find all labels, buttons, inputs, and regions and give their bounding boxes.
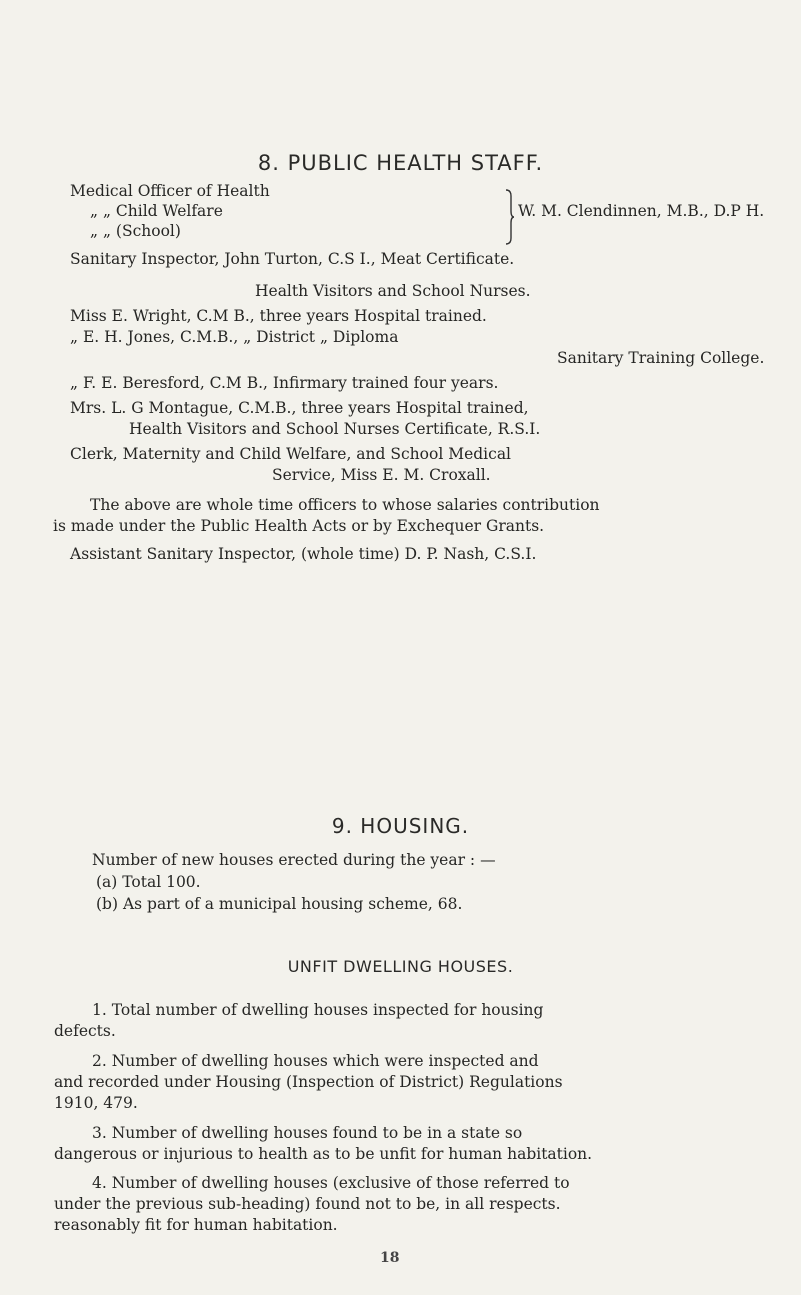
paragraph-2-line-2: and recorded under Housing (Inspection of District) Regulations: [54, 1073, 563, 1091]
new-houses-item-a: (a) Total 100.: [96, 873, 201, 891]
paragraph-4-line-2: under the previous sub-heading) found not to be, in all respects.: [54, 1195, 561, 1213]
new-houses-item-b: (b) As part of a municipal housing scheme, 68.: [96, 895, 463, 913]
right-brace-icon: [505, 189, 514, 245]
visitor-line-1: Miss E. Wright, C.M B., three years Hospital trained.: [70, 307, 487, 325]
paragraph-2-line-3: 1910, 479.: [54, 1094, 138, 1112]
visitor-line-3: Sanitary Training College.: [557, 349, 765, 367]
visitor-line-5: Mrs. L. G Montague, C.M.B., three years Hospital trained,: [70, 399, 529, 417]
new-houses-line: Number of new houses erected during the year : —: [92, 851, 496, 869]
whole-time-line-1: The above are whole time officers to whose salaries contribution: [90, 496, 600, 514]
page-number: 18: [380, 1250, 400, 1266]
paragraph-1-line-2: defects.: [54, 1022, 116, 1040]
paragraph-2-line-1: 2. Number of dwelling houses which were inspected and: [92, 1052, 539, 1070]
section-8-heading: 8. PUBLIC HEALTH STAFF.: [257, 151, 544, 175]
visitor-line-4: „ F. E. Beresford, C.M B., Infirmary trained four years.: [70, 374, 499, 392]
paragraph-3-line-1: 3. Number of dwelling houses found to be in a state so: [92, 1124, 523, 1142]
medical-officer-line2: „ „ Child Welfare: [90, 202, 223, 220]
unfit-dwelling-heading: UNFIT DWELLING HOUSES.: [287, 957, 514, 976]
paragraph-3-line-2: dangerous or injurious to health as to be unfit for human habitation.: [54, 1145, 593, 1163]
medical-officer-line3: „ „ (School): [90, 222, 181, 240]
assistant-inspector-line: Assistant Sanitary Inspector, (whole time) D. P. Nash, C.S.I.: [70, 545, 537, 563]
paragraph-4-line-3: reasonably fit for human habitation.: [54, 1216, 338, 1234]
medical-officer-line1: Medical Officer of Health: [70, 182, 270, 200]
health-visitors-heading: Health Visitors and School Nurses.: [255, 282, 531, 300]
visitor-line-2: „ E. H. Jones, C.M.B., „ District „ Diploma: [70, 328, 399, 346]
clerk-line-1: Clerk, Maternity and Child Welfare, and School Medical: [70, 445, 512, 463]
paragraph-1-line-1: 1. Total number of dwelling houses inspected for housing: [92, 1001, 544, 1019]
paragraph-4-line-1: 4. Number of dwelling houses (exclusive of those referred to: [92, 1174, 570, 1192]
clerk-line-2: Service, Miss E. M. Croxall.: [272, 466, 491, 484]
visitor-line-6: Health Visitors and School Nurses Certificate, R.S.I.: [129, 420, 541, 438]
whole-time-line-2: is made under the Public Health Acts or by Exchequer Grants.: [53, 517, 545, 535]
sanitary-inspector-line: Sanitary Inspector, John Turton, C.S I., Meat Certificate.: [70, 250, 515, 268]
section-9-heading: 9. HOUSING.: [331, 814, 470, 838]
medical-officer-name: W. M. Clendinnen, M.B., D.P H.: [518, 202, 765, 220]
